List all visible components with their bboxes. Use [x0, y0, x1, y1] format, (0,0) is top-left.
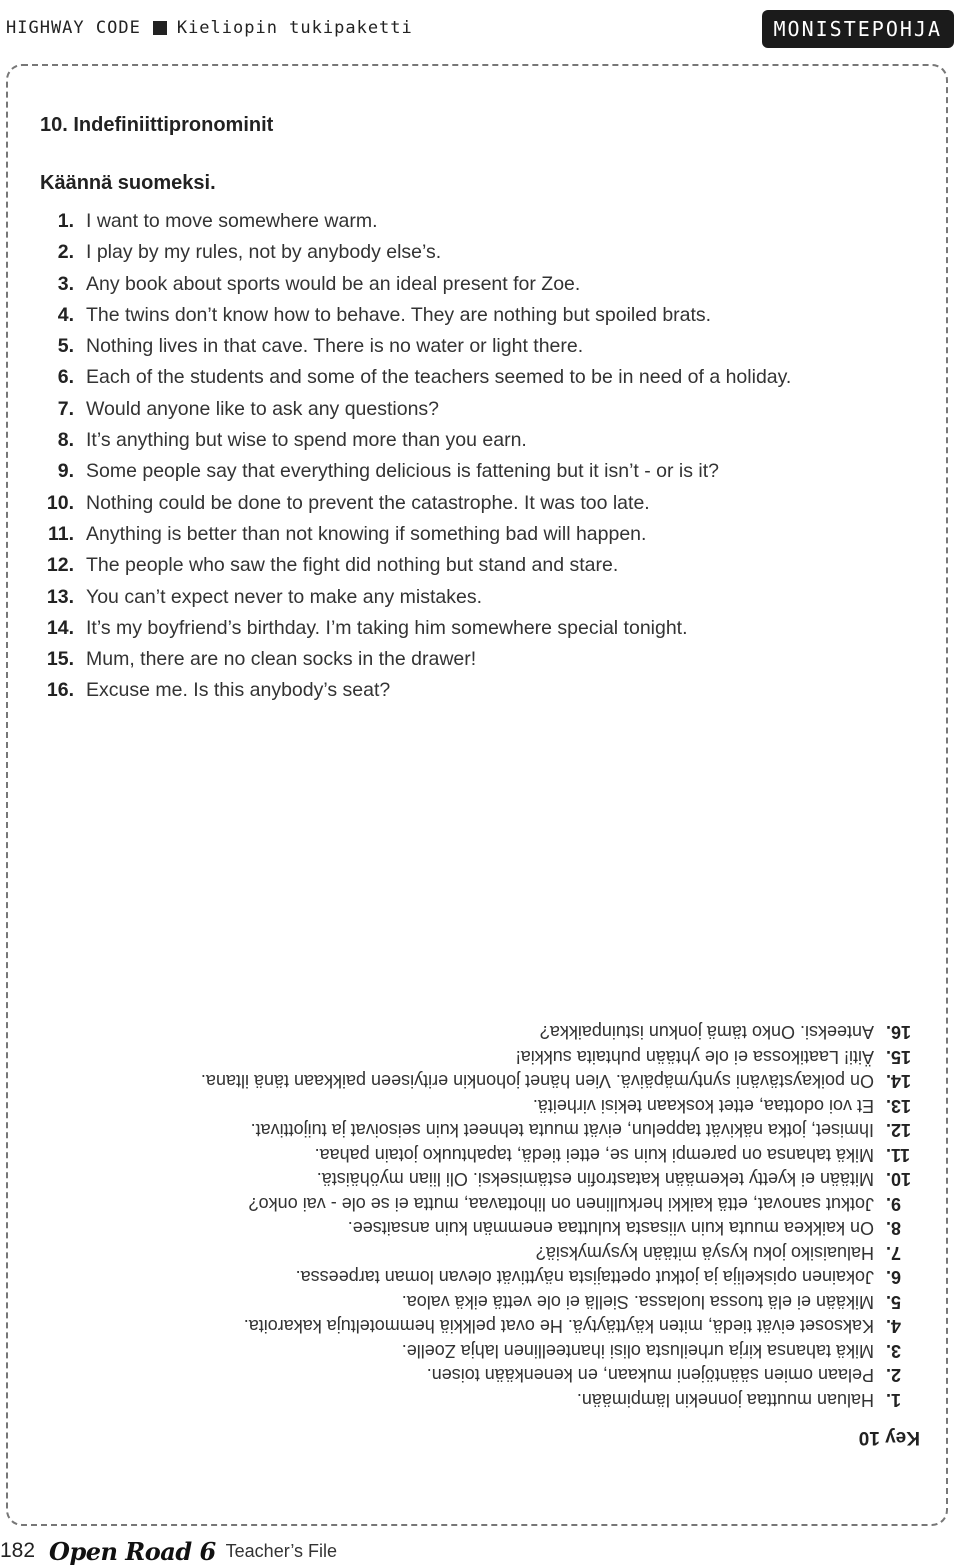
page-header	[0, 10, 960, 50]
exercise-item-text: Would anyone like to ask any questions?	[86, 397, 440, 420]
key-item	[40, 1167, 920, 1192]
exercise-item-number: 10.	[46, 491, 74, 514]
key-item-number: 16.	[886, 1022, 912, 1043]
series-title: HIGHWAY CODE	[6, 18, 141, 38]
key-item-number: 4.	[886, 1316, 902, 1337]
exercise-item	[40, 300, 920, 331]
key-item-number: 5.	[886, 1292, 902, 1312]
exercise-item	[40, 456, 920, 487]
exercise-item-number: 7.	[57, 397, 74, 420]
key-item-text: Anteeksi. Onko tämä jonkun istuinpaikka?	[539, 1022, 874, 1043]
series-subtitle: Kieliopin tukipaketti	[176, 18, 413, 38]
key-item	[40, 1192, 920, 1217]
exercise-item-number: 15.	[46, 648, 74, 671]
key-item-number: 15.	[886, 1047, 912, 1067]
key-item	[40, 1388, 920, 1413]
exercise-item-number: 6.	[57, 366, 74, 389]
key-item-number: 8.	[886, 1218, 902, 1239]
answer-key	[40, 1014, 920, 1454]
exercise-instruction: Käännä suomeksi.	[40, 172, 216, 194]
key-item-text: Pelaan omien sääntöjeni mukaan, en kenenkään toisen.	[426, 1365, 874, 1386]
exercise-item-text: Some people say that everything delicious is fattening but it isn’t - or is it?	[86, 460, 719, 483]
key-item-text: Mikään ei elä tuossa luolassa. Siellä ei ole vettä eikä valoa.	[401, 1292, 874, 1312]
key-item	[40, 1265, 920, 1290]
exercise-item-text: I play by my rules, not by anybody else’s.	[86, 241, 442, 264]
key-item-number: 11.	[886, 1145, 911, 1165]
exercise-item-number: 3.	[57, 272, 74, 295]
key-item-number: 1.	[886, 1390, 902, 1410]
exercise-item-number: 8.	[57, 429, 74, 452]
exercise-item-number: 14.	[46, 616, 74, 639]
key-item	[40, 1363, 920, 1388]
key-list	[40, 1020, 920, 1412]
exercise-item-text: Any book about sports would be an ideal present for Zoe.	[86, 272, 581, 295]
key-item-number: 7.	[886, 1243, 902, 1263]
key-item-text: Ihmiset, jotka näkivät tappelun, eivät muuta tehneet kuin seisoivat ja tuijottivat.	[250, 1120, 874, 1141]
exercise-title: 10. Indefiniittipronominit	[40, 114, 274, 136]
exercise-list	[40, 206, 920, 707]
key-item-text: On kaikkea muuta kuin viisasta kuluttaa enemmän kuin ansaitsee.	[347, 1218, 874, 1239]
exercise-item-text: It’s my boyfriend’s birthday. I’m taking him somewhere special tonight.	[86, 616, 688, 639]
exercise-item-number: 12.	[46, 554, 74, 577]
exercise-item	[40, 582, 920, 613]
exercise-item	[40, 206, 920, 237]
key-item-text: Haluan muuttaa jonnekin lämpimään.	[576, 1390, 874, 1410]
exercise-item	[40, 675, 920, 706]
exercise-item-text: The twins don’t know how to behave. They are nothing but spoiled brats.	[86, 303, 712, 326]
key-item	[40, 1118, 920, 1143]
exercise-item-text: You can’t expect never to make any mistakes.	[86, 585, 482, 608]
key-item-number: 6.	[886, 1267, 902, 1288]
exercise-item-text: It’s anything but wise to spend more than you earn.	[86, 429, 527, 452]
exercise-item-number: 1.	[57, 210, 74, 232]
key-item-text: Jotkut sanovat, että kaikki herkullinen on lihottavaa, mutta ei se ole - vai onko?	[248, 1194, 874, 1214]
key-item	[40, 1314, 920, 1339]
book-subtitle: Teacher’s File	[225, 1540, 338, 1561]
key-item-text: Mitään ei kyetty tekemään katastrofin estämiseksi. Oli liian myöhäistä.	[316, 1169, 874, 1190]
exercise-item	[40, 237, 920, 268]
exercise-item-number: 16.	[46, 679, 74, 702]
exercise-item-text: Each of the students and some of the teachers seemed to be in need of a holiday.	[86, 366, 792, 389]
page-number: 182	[0, 1539, 36, 1562]
exercise-item-text: The people who saw the fight did nothing but stand and stare.	[86, 554, 619, 577]
exercise-item-number: 2.	[57, 241, 74, 264]
key-item-text: Mikä tahansa on parempi kuin se, ettei tiedä, tapahtuuko jotain pahaa.	[314, 1145, 874, 1165]
key-item-number: 10.	[886, 1169, 912, 1190]
key-item-number: 3.	[886, 1341, 902, 1361]
key-item-text: Et voi odottaa, ettet koskaan tekisi virheitä.	[532, 1096, 874, 1116]
key-item	[40, 1045, 920, 1070]
exercise-item	[40, 394, 920, 425]
key-item-number: 9.	[886, 1194, 902, 1214]
exercise-item	[40, 550, 920, 581]
key-item-text: Haluaisiko joku kysyä mitään kysymyksiä?	[535, 1243, 874, 1263]
exercise-item	[40, 269, 920, 300]
exercise-section	[40, 108, 920, 707]
exercise-item-text: Mum, there are no clean socks in the drawer!	[86, 648, 477, 671]
key-item	[40, 1339, 920, 1364]
exercise-item-text: Anything is better than not knowing if something bad will happen.	[86, 522, 647, 545]
exercise-item	[40, 488, 920, 519]
exercise-item	[40, 644, 920, 675]
key-title: Key 10	[858, 1427, 920, 1448]
exercise-item	[40, 613, 920, 644]
exercise-item	[40, 362, 920, 393]
exercise-item-number: 5.	[57, 335, 74, 358]
exercise-item	[40, 331, 920, 362]
key-item	[40, 1069, 920, 1094]
key-item-number: 13.	[886, 1096, 912, 1116]
exercise-item-number: 11.	[47, 522, 74, 545]
page-footer	[0, 1534, 337, 1568]
key-item	[40, 1143, 920, 1168]
worksheet-badge: MONISTEPOHJA	[762, 10, 955, 48]
key-item	[40, 1216, 920, 1241]
key-item	[40, 1241, 920, 1266]
key-item-number: 2.	[886, 1365, 902, 1386]
exercise-item-number: 13.	[46, 585, 74, 608]
key-item-text: Mikä tahansa kirja urheilusta olisi ihanteellinen lahja Zoelle.	[401, 1341, 874, 1361]
exercise-item-text: Nothing could be done to prevent the catastrophe. It was too late.	[86, 491, 650, 514]
key-item-text: Kaksoset eivät tiedä, miten käyttäytyä. He ovat pelkkiä hemmoteltuja kakaroita.	[243, 1316, 874, 1337]
book-logo: Open Road 6	[49, 1536, 216, 1566]
square-icon	[153, 21, 167, 35]
key-item-text: Äiti! Laatikossa ei ole yhtään puhtaita sukkia!	[515, 1047, 874, 1067]
key-item	[40, 1020, 920, 1045]
key-item	[40, 1094, 920, 1119]
exercise-item	[40, 425, 920, 456]
key-item	[40, 1290, 920, 1315]
key-item-number: 14.	[886, 1071, 912, 1092]
exercise-item-number: 4.	[57, 303, 74, 326]
key-item-number: 12.	[886, 1120, 912, 1141]
exercise-item-text: I want to move somewhere warm.	[86, 210, 378, 232]
key-item-text: On poikaystäväni syntymäpäivä. Vien hänet johonkin erityiseen paikkaan tänä iltana.	[200, 1071, 874, 1092]
series-label	[6, 18, 413, 38]
exercise-item-text: Excuse me. Is this anybody’s seat?	[86, 679, 391, 702]
exercise-item-number: 9.	[57, 460, 74, 483]
exercise-item	[40, 519, 920, 550]
exercise-item-text: Nothing lives in that cave. There is no water or light there.	[86, 335, 584, 358]
key-item-text: Jokainen opiskelija ja jotkut opettajista näyttivät olevan loman tarpeessa.	[295, 1267, 874, 1288]
